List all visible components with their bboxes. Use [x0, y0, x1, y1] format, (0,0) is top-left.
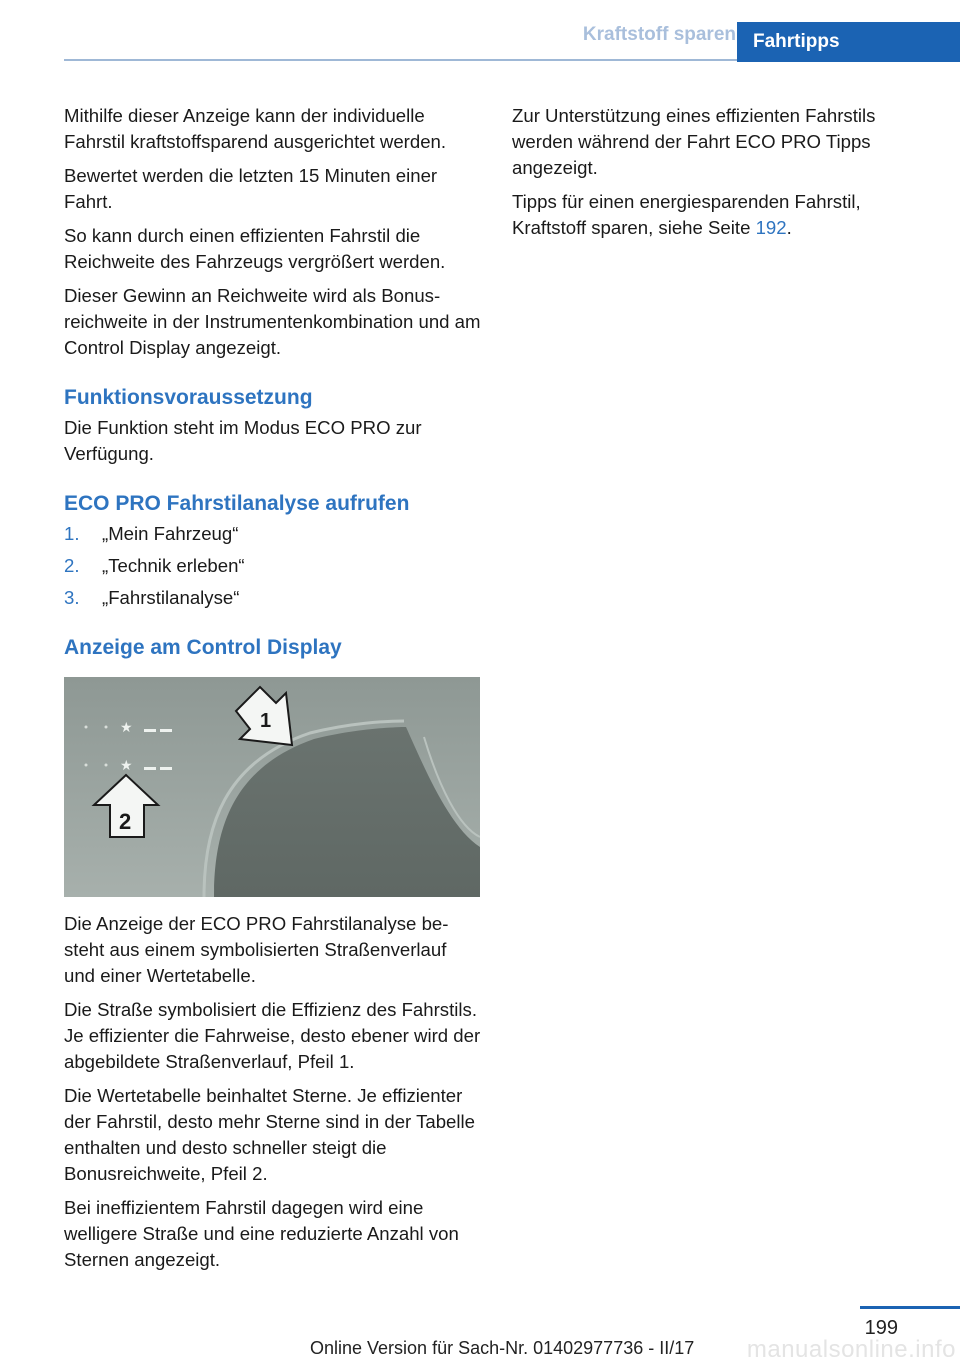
requirement-paragraph: Die Funktion steht im Modus ECO PRO zur Verfügung.	[64, 417, 422, 464]
page-number: 199	[864, 1317, 898, 1339]
step-text: „Technik erleben“	[102, 555, 245, 576]
list-item	[64, 553, 482, 579]
left-column	[64, 103, 482, 1281]
intro-paragraph-3: So kann durch einen effizienten Fahrstil die Reichweite des Fahrzeugs vergrößert werden.	[64, 225, 446, 272]
steps-list	[64, 521, 482, 611]
display-paragraph-3: Die Wertetabelle beinhaltet Sterne. Je effizienter der Fahrstil, desto mehr Sterne sind in der Tabelle enthalten und desto schneller steigt die Bonusreichweite, Pfeil 2.	[64, 1085, 475, 1184]
heading-call-analysis: ECO PRO Fahrstilanalyse aufrufen	[64, 492, 410, 515]
heading-requirement: Funktionsvoraussetzung	[64, 386, 313, 409]
step-number: 2.	[64, 555, 80, 576]
intro-paragraph-2: Bewertet werden die letzten 15 Minuten einer Fahrt.	[64, 165, 438, 212]
tips-paragraph-1: Zur Unterstützung eines effizienten Fahrstils werden während der Fahrt ECO PRO Tipps angezeigt.	[512, 105, 876, 178]
star-icon: ★	[120, 757, 133, 773]
header-chapter-tab[interactable]: Fahrtipps	[737, 22, 960, 62]
display-paragraph-2: Die Straße symbolisiert die Effizienz des Fahrstils. Je effizienter die Fahrweise, desto ebener wird der abgebildete Straßenverlauf, Pfeil 1.	[64, 999, 481, 1072]
online-version-text: Online Version für Sach-Nr. 01402977736 - II/17	[310, 1338, 695, 1358]
step-number: 3.	[64, 587, 80, 608]
right-column	[512, 103, 922, 249]
list-item	[64, 585, 482, 611]
footer-rule	[860, 1306, 960, 1309]
star-icon: ★	[120, 719, 133, 735]
step-text: „Fahrstilanalyse“	[102, 587, 240, 608]
display-paragraph-1: Die Anzeige der ECO PRO Fahrstilanalyse besteht aus einem symbolisierten Straßenverlauf und einer Wertetabelle.	[64, 913, 449, 986]
intro-paragraph-4: Dieser Gewinn an Reichweite wird als Bonusreichweite in der Instrumentenkombination und am Control Display angezeigt.	[64, 285, 481, 358]
arrow-2-label: 2	[119, 809, 132, 834]
header-section-tab[interactable]: Kraftstoff sparen	[582, 24, 736, 45]
tips-paragraph-2	[512, 189, 922, 241]
page-link[interactable]: 192	[755, 217, 787, 238]
control-display-figure	[64, 677, 480, 897]
watermark: manualsonline.info	[746, 1336, 956, 1363]
list-item	[64, 521, 482, 547]
heading-control-display: Anzeige am Control Display	[64, 636, 342, 659]
step-text: „Mein Fahrzeug“	[102, 523, 239, 544]
intro-paragraph-1: Mithilfe dieser Anzeige kann der individuelle Fahrstil kraftstoffsparend ausgerichtet werden.	[64, 105, 447, 152]
step-number: 1.	[64, 523, 80, 544]
display-paragraph-4: Bei ineffizientem Fahrstil dagegen wird eine welligere Straße und eine reduzierte Anzahl von Sternen angezeigt.	[64, 1197, 459, 1270]
tips-suffix: .	[786, 217, 792, 238]
arrow-1-label: 1	[260, 710, 272, 732]
tips-text: Tipps für einen energiesparenden Fahrstil, Kraftstoff sparen, siehe Seite	[512, 191, 861, 238]
